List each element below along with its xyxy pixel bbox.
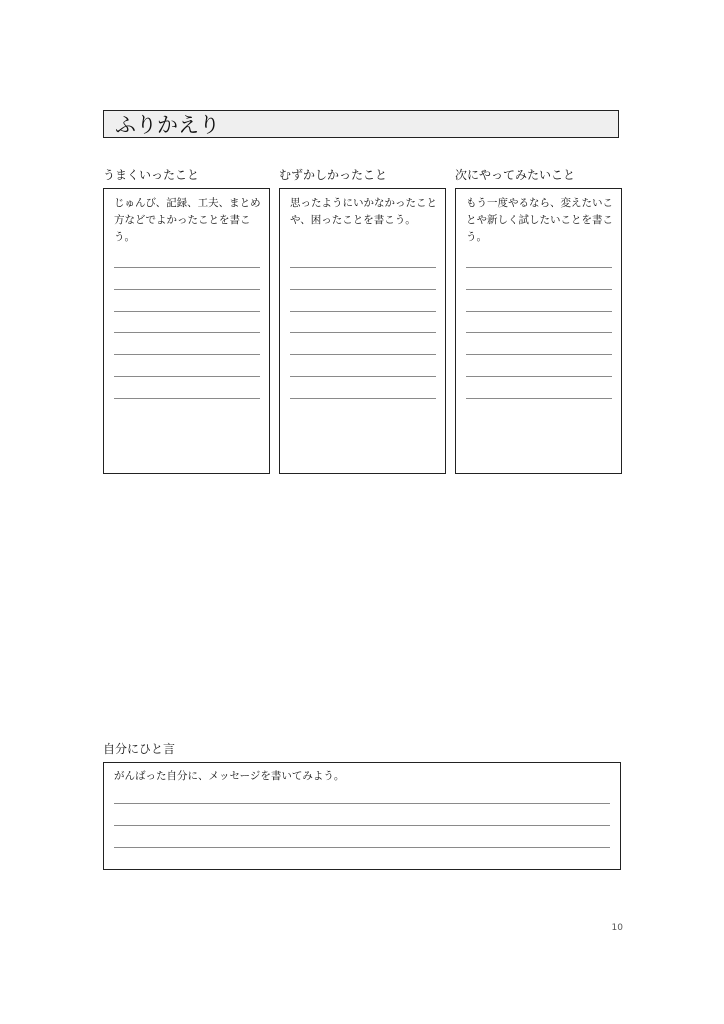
column-heading-next-try: 次にやってみたいこと (455, 168, 576, 182)
writing-line (466, 289, 612, 290)
writing-line (290, 311, 436, 312)
message-box[interactable] (103, 762, 621, 870)
writing-line (114, 267, 260, 268)
reflection-box-next-try[interactable] (455, 188, 622, 474)
message-writing-line (114, 803, 610, 804)
writing-line (290, 354, 436, 355)
reflection-box-difficult[interactable] (279, 188, 446, 474)
reflection-box-went-well[interactable] (103, 188, 270, 474)
writing-line (114, 376, 260, 377)
writing-line (290, 376, 436, 377)
writing-line (466, 311, 612, 312)
writing-line (466, 376, 612, 377)
writing-line (290, 289, 436, 290)
writing-line (290, 398, 436, 399)
writing-line (290, 267, 436, 268)
writing-line (114, 311, 260, 312)
message-prompt: がんばった自分に、メッセージを書いてみよう。 (114, 770, 345, 782)
message-heading: 自分にひと言 (103, 742, 176, 756)
writing-line (114, 398, 260, 399)
writing-line (114, 332, 260, 333)
message-writing-line (114, 847, 610, 848)
writing-line (466, 354, 612, 355)
writing-line (466, 398, 612, 399)
writing-line (114, 289, 260, 290)
reflection-prompt-difficult: 思ったようにいかなかったことや、困ったことを書こう。 (290, 197, 437, 226)
writing-line (114, 354, 260, 355)
reflection-prompt-went-well: じゅんび、記録、工夫、まとめ方などでよかったことを書こう。 (114, 197, 261, 243)
writing-line (466, 267, 612, 268)
page-title-box (103, 110, 619, 138)
page-title: ふりかえり (115, 113, 220, 137)
column-heading-went-well: うまくいったこと (103, 168, 200, 182)
column-heading-difficult: むずかしかったこと (279, 168, 388, 182)
page-number: 10 (611, 923, 623, 933)
reflection-prompt-next-try: もう一度やるなら、変えたいことや新しく試したいことを書こう。 (466, 197, 613, 243)
message-writing-line (114, 825, 610, 826)
writing-line (466, 332, 612, 333)
writing-line (290, 332, 436, 333)
